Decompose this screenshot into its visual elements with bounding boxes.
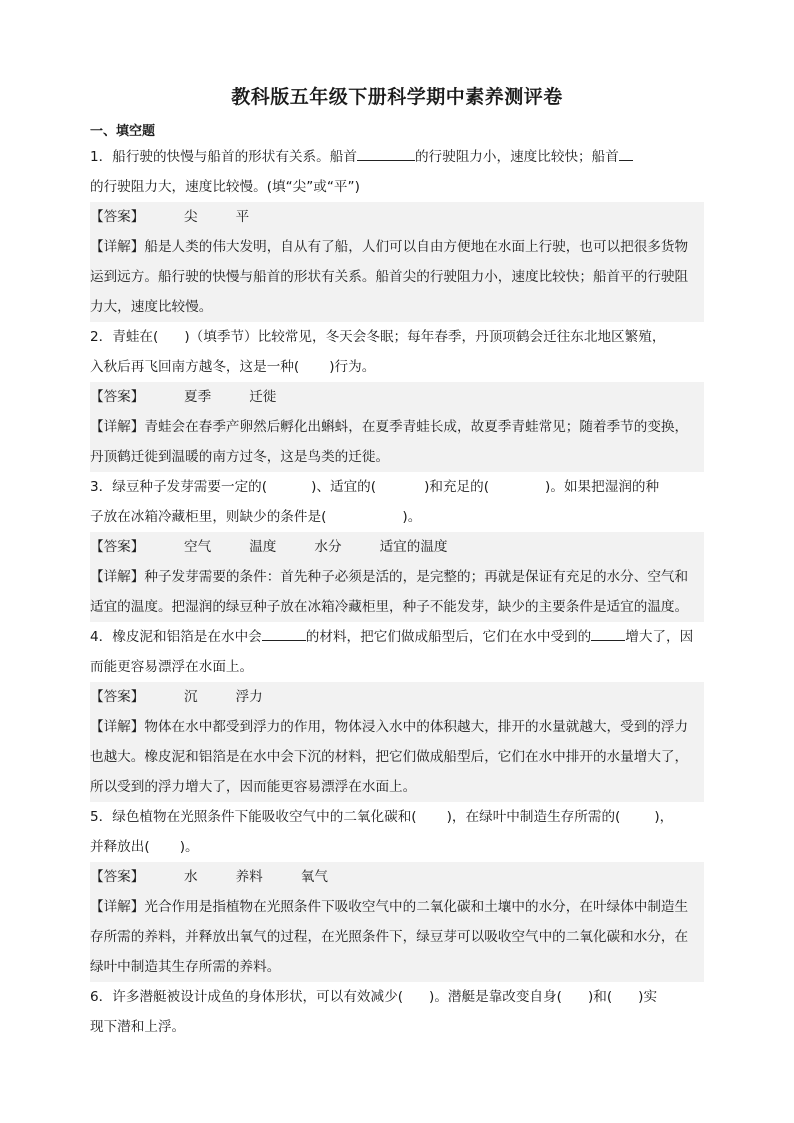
detail-label: 【详解】 [90,899,145,915]
detail-label: 【详解】 [90,239,145,255]
answer-row-5 [90,862,704,892]
detail-4-line-1 [90,712,704,742]
answer-value: 水 [184,869,198,885]
answer-label: 【答案】 [90,209,145,225]
detail-2-line-1 [90,412,704,442]
answer-value: 迁徙 [249,389,277,405]
answer-row-1 [90,202,704,232]
detail-label: 【详解】 [90,419,145,435]
answer-blank [357,145,415,161]
question-4-line-1 [90,622,704,652]
answer-row-2 [90,382,704,412]
answer-label: 【答案】 [90,539,145,555]
answer-value: 沉 [184,689,198,705]
detail-text: 船是人类的伟大发明，自从有了船，人们可以自由方便地在水面上行驶，也可以把很多货物 [144,239,689,255]
answer-label: 【答案】 [90,389,145,405]
answer-value: 温度 [249,539,277,555]
answer-blank [262,625,306,641]
question-3-line-2 [90,502,704,532]
question-5-line-2 [90,832,704,862]
detail-label: 【详解】 [90,719,145,735]
detail-3-line-2: 适宜的温度。把湿润的绿豆种子放在冰箱冷藏柜里，种子不能发芽，缺少的主要条件是适宜的温度。 [90,592,704,622]
answer-value: 氧气 [300,869,328,885]
q3-text-f: )。 [402,509,422,525]
detail-4-line-2: 也越大。橡皮泥和铝箔是在水中会下沉的材料，把它们做成船型后，它们在水中排开的水量增大了， [90,742,704,772]
answer-row-4 [90,682,704,712]
detail-label: 【详解】 [90,569,145,585]
q2-text-d: )行为。 [329,359,376,375]
q3-text-a: 3．绿豆种子发芽需要一定的( [90,479,268,495]
q5-text-e: )。 [179,839,199,855]
question-2-line-2 [90,352,704,382]
page-title: 教科版五年级下册科学期中素养测评卷 [231,86,563,108]
detail-1-line-1 [90,232,704,262]
q2-text-c: 入秋后再飞回南方越冬，这是一种( [90,359,300,375]
q5-text-d: 并释放出( [90,839,150,855]
q6-text-d: )实 [638,989,658,1005]
content [90,142,704,1042]
q2-text-a: 2．青蛙在( [90,329,159,345]
q6-text-c: )和( [587,989,613,1005]
q3-text-d: )。如果把湿润的种 [545,479,660,495]
answer-blank [591,625,625,641]
question-5-line-1 [90,802,704,832]
detail-5-line-2: 存所需的养料，并释放出氧气的过程，在光照条件下，绿豆芽可以吸收空气中的二氧化碳和水分，在 [90,922,704,952]
answer-blank [619,145,633,161]
section-heading: 一、填空题 [90,124,156,139]
q5-text-c: )， [654,809,674,825]
question-2-line-1 [90,322,704,352]
answer-row-3 [90,532,704,562]
question-6-line-2: 现下潜和上浮。 [90,1019,186,1035]
question-6-line-1 [90,982,704,1012]
q3-text-c: )和充足的( [424,479,490,495]
q6-text-b: )。潜艇是靠改变自身( [429,989,562,1005]
detail-text: 青蛙会在春季产卵然后孵化出蝌蚪，在夏季青蛙长成，故夏季青蛙常见；随着季节的变换， [144,419,689,435]
detail-5-line-3: 绿叶中制造其生存所需的养料。 [90,952,704,982]
q5-text-b: )，在绿叶中制造生存所需的( [446,809,621,825]
detail-1-line-3: 力大，速度比较慢。 [90,292,704,322]
detail-text: 光合作用是指植物在光照条件下吸收空气中的二氧化碳和土壤中的水分，在叶绿体中制造生 [144,899,689,915]
answer-value: 夏季 [184,389,212,405]
q2-text-b: )（填季节）比较常见，冬天会冬眠；每年春季，丹顶项鹤会迁往东北地区繁殖， [184,329,666,345]
q3-text-e: 子放在冰箱冷藏柜里，则缺少的条件是( [90,509,327,525]
q1-text-b: 的行驶阻力小，速度比较快；船首 [414,149,619,165]
answer-label: 【答案】 [90,869,145,885]
detail-1-line-2: 运到远方。船行驶的快慢与船首的形状有关系。船首尖的行驶阻力小，速度比较快；船首平的行驶阻 [90,262,704,292]
detail-2-line-2: 丹顶鹤迁徙到温暖的南方过冬，这是鸟类的迁徙。 [90,442,704,472]
answer-value: 浮力 [235,689,263,705]
answer-value: 平 [235,209,250,225]
detail-5-line-1 [90,892,704,922]
detail-3-line-1 [90,562,704,592]
detail-text: 物体在水中都受到浮力的作用，物体浸入水中的体积越大，排开的水量就越大，受到的浮力 [144,719,689,735]
answer-label: 【答案】 [90,689,145,705]
answer-value: 养料 [235,869,263,885]
q5-text-a: 5．绿色植物在光照条件下能吸收空气中的二氧化碳和( [90,809,417,825]
question-4-line-2: 而能更容易漂浮在水面上。 [90,659,254,675]
answer-value: 尖 [184,209,198,225]
detail-4-line-3: 所以受到的浮力增大了，因而能更容易漂浮在水面上。 [90,772,704,802]
answer-value: 空气 [184,539,212,555]
q3-text-b: )、适宜的( [311,479,377,495]
q6-text-a: 6．许多潜艇被设计成鱼的身体形状，可以有效减少( [90,989,404,1005]
answer-value: 适宜的温度 [379,539,448,555]
q4-text-a: 4．橡皮泥和铝箔是在水中会 [90,629,262,645]
question-1-line-1 [90,142,704,172]
q4-text-c: 增大了，因 [625,629,694,645]
detail-text: 种子发芽需要的条件：首先种子必须是活的，是完整的；再就是保证有充足的水分、空气和 [144,569,689,585]
question-3-line-1 [90,472,704,502]
q4-text-b: 的材料，把它们做成船型后，它们在水中受到的 [305,629,592,645]
question-1-line-2: 的行驶阻力大，速度比较慢。(填“尖”或“平”) [90,179,360,195]
answer-value: 水分 [314,539,342,555]
q1-text-a: 1．船行驶的快慢与船首的形状有关系。船首 [90,149,357,165]
